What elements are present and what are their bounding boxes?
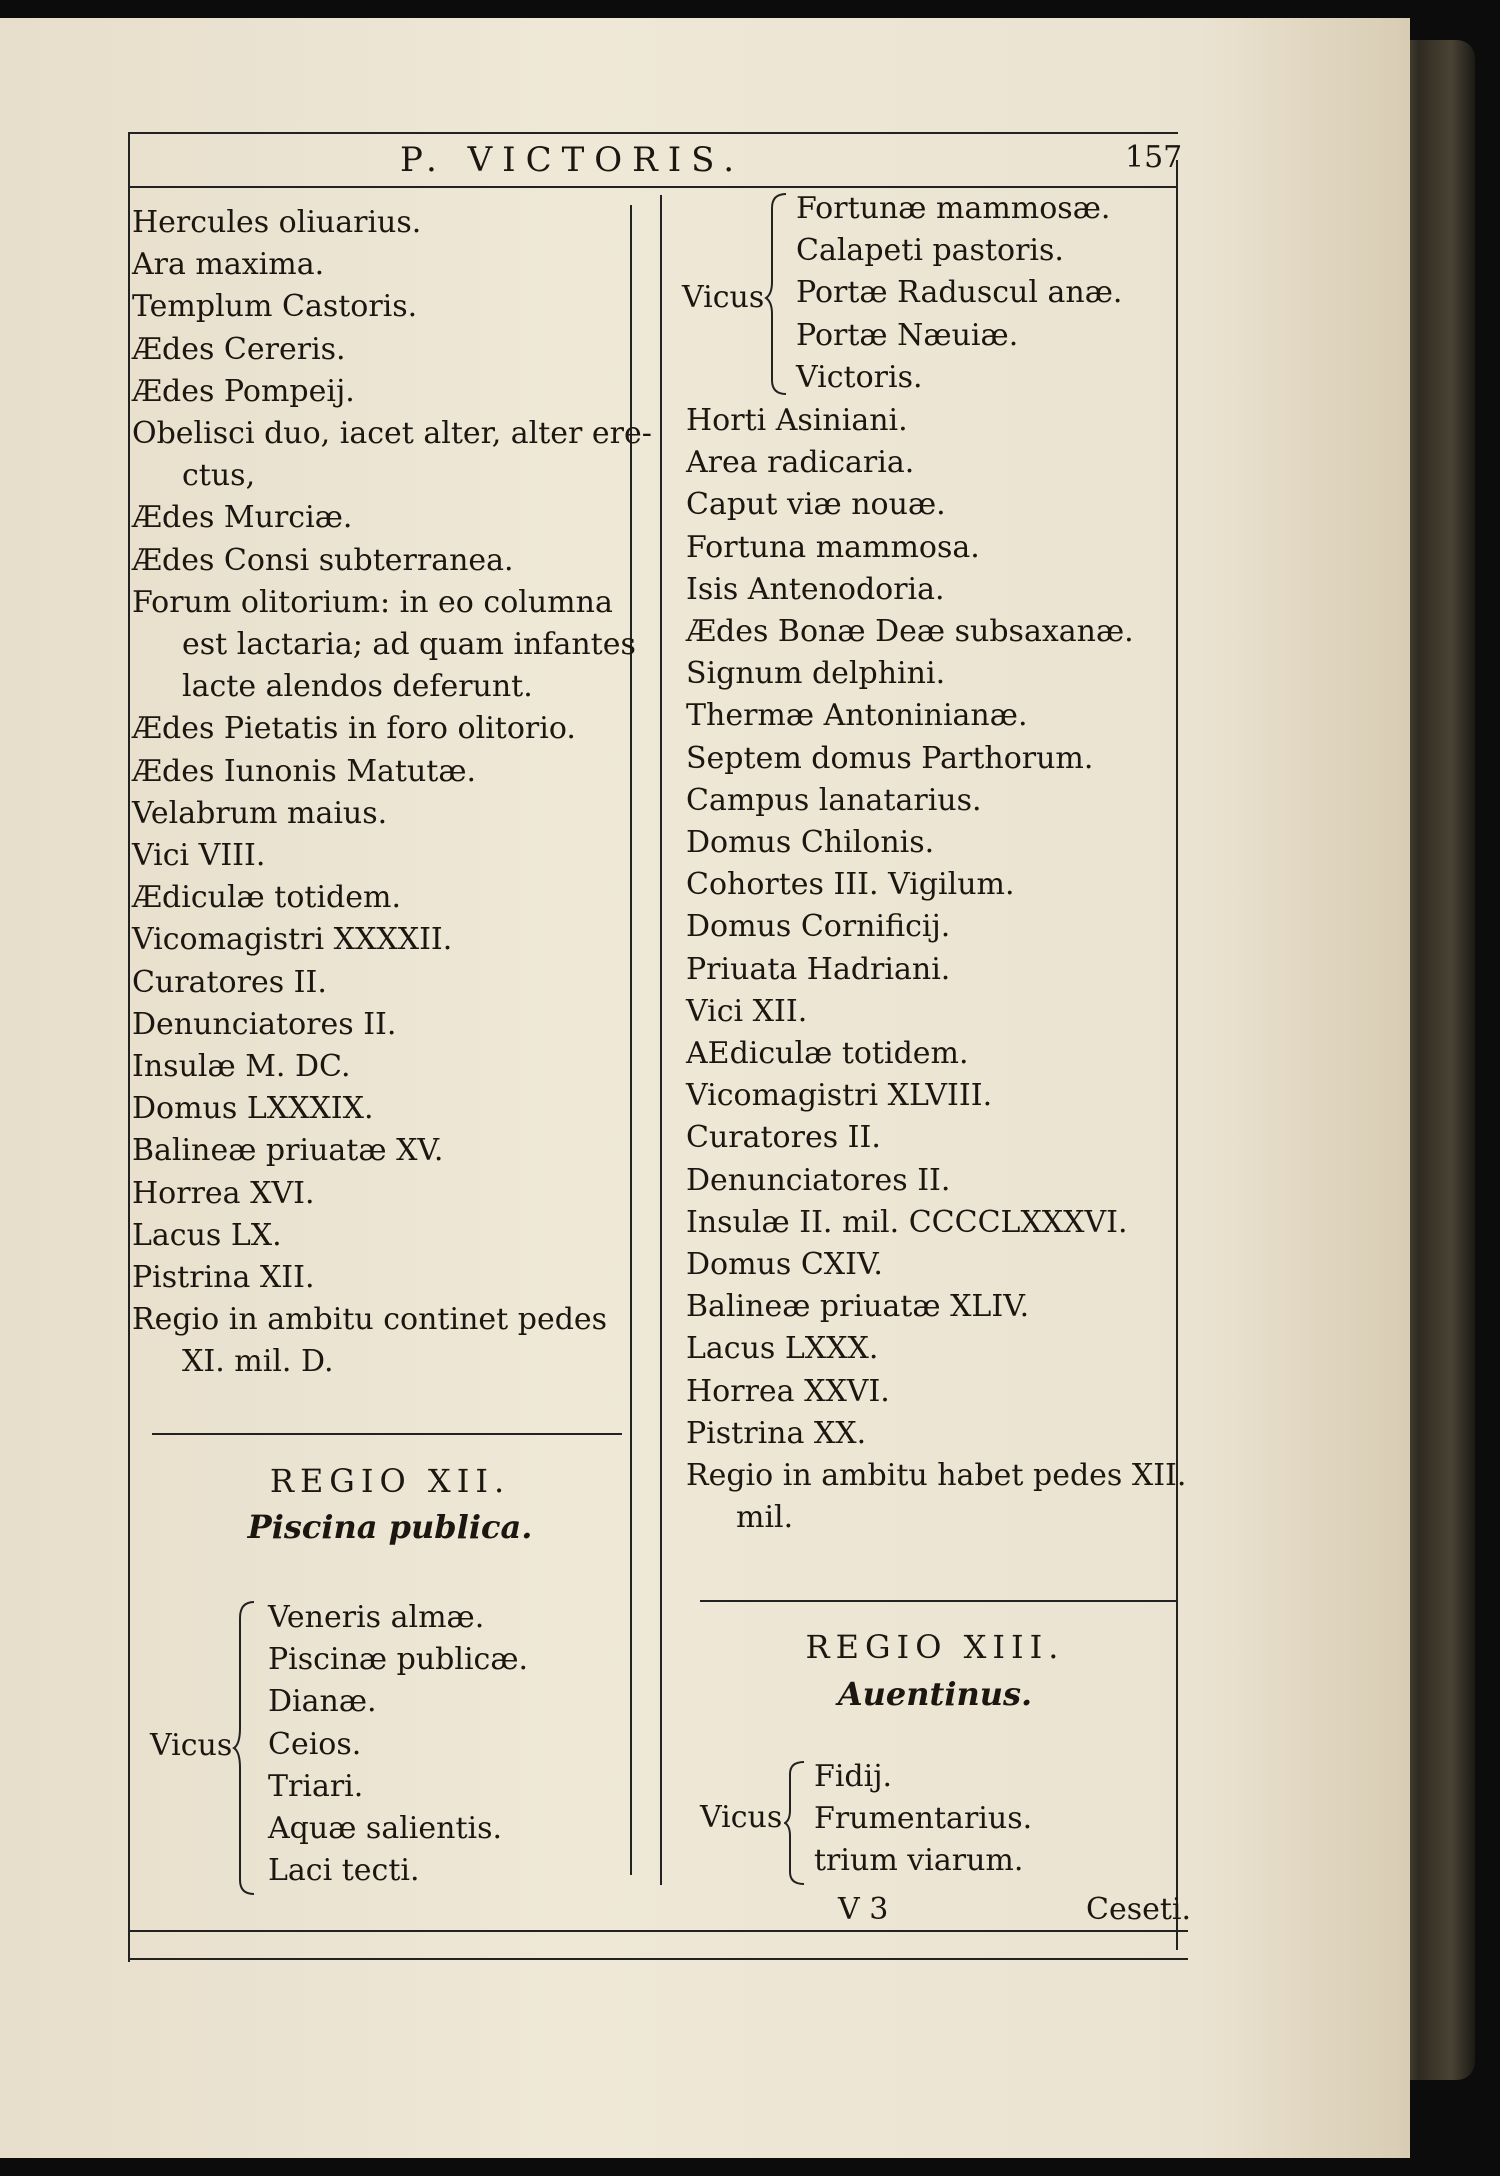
right-column xyxy=(686,400,1186,1539)
vicus-label: Vicus xyxy=(700,1800,783,1835)
text-line: Ædes Iunonis Matutæ. xyxy=(132,753,477,789)
text-line: Ædes Pompeij. xyxy=(132,373,355,409)
text-line: Lacus LX. xyxy=(132,1217,282,1253)
text-line: Cohortes III. Vigilum. xyxy=(686,867,1015,903)
vicus-item: Frumentarius. xyxy=(814,1801,1033,1837)
text-line: Vici XII. xyxy=(686,993,808,1029)
vicus-item: Portæ Næuiæ. xyxy=(796,317,1019,353)
text-line: Ædes Cereris. xyxy=(132,331,346,367)
frame-rule xyxy=(128,132,1178,134)
text-line: Pistrina XII. xyxy=(132,1260,315,1296)
vicus-item: Portæ Raduscul anæ. xyxy=(796,275,1123,311)
regio-xiii-subtitle: Auentinus. xyxy=(837,1675,1033,1713)
vicus-item: Aquæ salientis. xyxy=(268,1811,503,1847)
regio-xii-vici xyxy=(268,1597,528,1892)
text-line: Denunciatores II. xyxy=(132,1006,397,1042)
text-line: Thermæ Antoninianæ. xyxy=(686,698,1028,734)
vicus-item: Piscinæ publicæ. xyxy=(268,1642,529,1678)
text-line: ctus, xyxy=(182,458,256,494)
signature-mark: V 3 xyxy=(838,1892,889,1927)
text-line: Pistrina XX. xyxy=(686,1415,867,1451)
text-line: Ædes Bonæ Deæ subsaxanæ. xyxy=(686,614,1134,650)
text-line: Regio in ambitu habet pedes XII. xyxy=(686,1458,1187,1494)
right-top-vici xyxy=(796,188,1122,399)
text-line: Curatores II. xyxy=(132,964,327,1000)
brace-icon xyxy=(764,190,792,400)
vicus-item: Ceios. xyxy=(268,1726,362,1762)
text-line: Domus CXIV. xyxy=(686,1247,883,1283)
text-line: lacte alendos deferunt. xyxy=(182,669,533,705)
text-line: Ædes Murciæ. xyxy=(132,500,353,536)
text-line: Regio in ambitu continet pedes xyxy=(132,1302,608,1338)
text-line: Insulæ II. mil. CCCCLXXXVI. xyxy=(686,1204,1128,1240)
text-line: mil. xyxy=(736,1500,794,1536)
brace-icon xyxy=(784,1758,808,1888)
regio-xiii-title: REGIO XIII. xyxy=(805,1628,1065,1666)
vicus-item: Laci tecti. xyxy=(268,1853,420,1889)
text-line: Signum delphini. xyxy=(686,656,946,692)
vicus-item: Veneris almæ. xyxy=(268,1600,485,1635)
text-line: Forum olitorium: in eo columna xyxy=(132,584,613,620)
text-line: Velabrum maius. xyxy=(132,795,388,831)
text-line: Curatores II. xyxy=(686,1120,881,1156)
brace-icon xyxy=(232,1598,260,1898)
regio-xii-title: REGIO XII. xyxy=(269,1462,511,1500)
text-line: Ædiculæ totidem. xyxy=(132,880,401,916)
vicus-item: Dianæ. xyxy=(268,1684,377,1720)
text-line: Isis Antenodoria. xyxy=(686,571,945,607)
text-line: Fortuna mammosa. xyxy=(686,529,980,565)
text-line: Caput viæ nouæ. xyxy=(686,487,946,523)
text-line: Lacus LXXX. xyxy=(686,1331,879,1367)
section-rule xyxy=(700,1600,1178,1602)
text-line: Vicomagistri XLVIII. xyxy=(686,1078,993,1114)
text-line: Domus LXXXIX. xyxy=(132,1091,374,1127)
text-line: Ædes Pietatis in foro olitorio. xyxy=(132,711,576,747)
text-line: est lactaria; ad quam infantes xyxy=(182,627,636,663)
text-line: Horrea XXVI. xyxy=(686,1373,890,1409)
text-line: Vicomagistri XXXXII. xyxy=(132,922,453,958)
section-rule xyxy=(152,1433,622,1435)
text-line: Hercules oliuarius. xyxy=(132,205,422,240)
frame-rule xyxy=(128,1930,1188,1932)
text-line: Campus lanatarius. xyxy=(686,782,982,818)
vicus-item: trium viarum. xyxy=(814,1843,1024,1879)
frame-rule xyxy=(128,132,130,1962)
text-line: Balineæ priuatæ XLIV. xyxy=(686,1289,1030,1325)
text-line: Horrea XVI. xyxy=(132,1175,315,1211)
text-line: Area radicaria. xyxy=(686,445,915,481)
regio-xiii-vici xyxy=(814,1756,1032,1883)
text-line: Vici VIII. xyxy=(132,838,266,874)
text-line: AEdiculæ totidem. xyxy=(686,1036,969,1072)
text-line: Horti Asiniani. xyxy=(686,403,908,438)
running-head: P. VICTORIS. xyxy=(400,140,745,180)
text-line: Domus Chilonis. xyxy=(686,825,935,861)
text-line: Obelisci duo, iacet alter, alter ere- xyxy=(132,416,652,452)
text-line: Priuata Hadriani. xyxy=(686,951,951,987)
catchword: Ceseti. xyxy=(1086,1892,1192,1927)
vicus-item: Triari. xyxy=(268,1768,364,1804)
text-line: Ædes Consi subterranea. xyxy=(132,542,514,578)
text-line: Ara maxima. xyxy=(132,247,325,283)
left-column xyxy=(132,202,652,1384)
text-line: Domus Cornificij. xyxy=(686,909,951,945)
vicus-item: Fidij. xyxy=(814,1759,893,1794)
vicus-item: Calapeti pastoris. xyxy=(796,233,1064,269)
vicus-label: Vicus xyxy=(150,1728,233,1763)
vicus-label: Vicus xyxy=(682,280,765,315)
text-line: Templum Castoris. xyxy=(132,289,418,325)
frame-rule xyxy=(128,1958,1188,1960)
text-line: Septem domus Parthorum. xyxy=(686,740,1094,776)
text-line: Insulæ M. DC. xyxy=(132,1049,351,1085)
vicus-item: Fortunæ mammosæ. xyxy=(796,191,1111,226)
regio-xii-subtitle: Piscina publica. xyxy=(247,1508,533,1546)
text-line: XI. mil. D. xyxy=(182,1344,334,1380)
column-divider xyxy=(660,195,662,1885)
text-line: Denunciatores II. xyxy=(686,1162,951,1198)
page-number: 157 xyxy=(1125,140,1183,175)
vicus-item: Victoris. xyxy=(796,359,923,395)
text-line: Balineæ priuatæ XV. xyxy=(132,1133,444,1169)
